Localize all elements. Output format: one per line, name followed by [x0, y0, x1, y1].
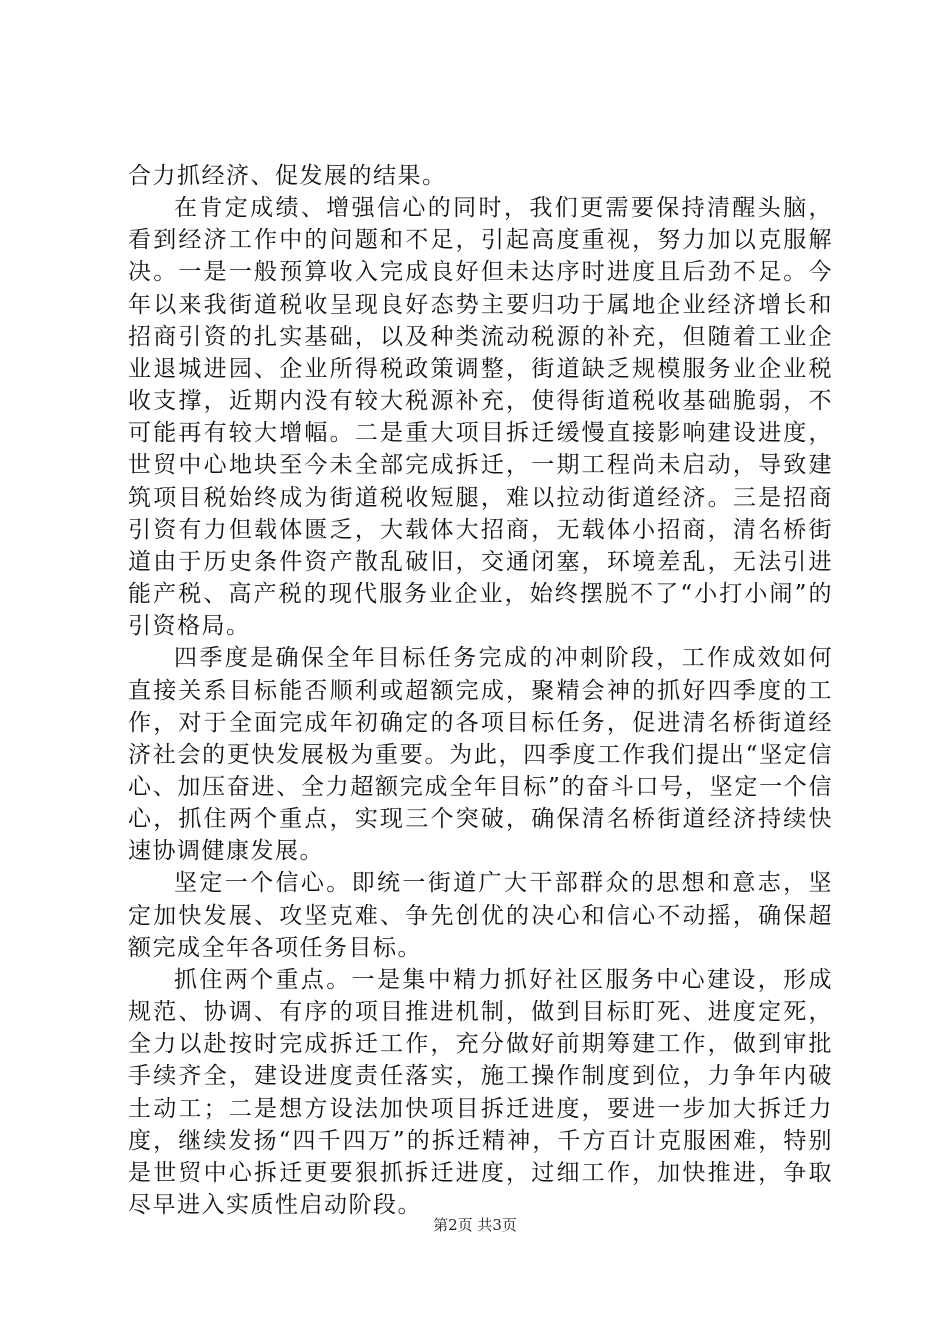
paragraph-problems: 在肯定成绩、增强信心的同时，我们更需要保持清醒头脑，看到经济工作中的问题和不足，引起高度重视，努力加以克服解决。一是一般预算收入完成良好但未达序时进度且后劲不足。今年以来我街道税收呈现良好态势主要归功于属地企业经济增长和招商引资的扎实基础，以及种类流动税源的补充，但随着工业企业退城进园、企业所得税政策调整，街道缺乏规模服务业企业税收支撑，近期内没有较大税源补充，使得街道税收基础脆弱，不可能再有较大增幅。二是重大项目拆迁缓慢直接影响建设进度，世贸中心地块至今未全部完成拆迁，一期工程尚未启动，导致建筑项目税始终成为街道税收短腿，难以拉动街道经济。三是招商引资有力但载体匮乏，大载体大招商，无载体小招商，清名桥街道由于历史条件资产散乱破旧，交通闭塞，环境差乱，无法引进能产税、高产税的现代服务业企业，始终摆脱不了“小打小闹”的引资格局。: [128, 195, 833, 640]
paragraph-continuation: 合力抓经济、促发展的结果。: [128, 163, 447, 189]
document-body: [128, 160, 833, 1221]
paragraph-fourth-quarter: 四季度是确保全年目标任务完成的冲刺阶段，工作成效如何直接关系目标能否顺利或超额完成，聚精会神的抓好四季度的工作，对于全面完成年初确定的各项目标任务，促进清名桥街道经济社会的更快发展极为重要。为此，四季度工作我们提出“坚定信心、加压奋进、全力超额完成全年目标”的奋斗口号，坚定一个信心，抓住两个重点，实现三个突破，确保清名桥街道经济持续快速协调健康发展。: [128, 645, 833, 865]
paragraph-two-priorities: 抓住两个重点。一是集中精力抓好社区服务中心建设，形成规范、协调、有序的项目推进机制，做到目标盯死、进度定死，全力以赴按时完成拆迁工作，充分做好前期筹建工作，做到审批手续齐全，建设进度责任落实，施工操作制度到位，力争年内破土动工；二是想方设法加快项目拆迁进度，要进一步加大拆迁力度，继续发扬“四千四万”的拆迁精神，千方百计克服困难，特别是世贸中心拆迁更要狠抓拆迁进度，过细工作，加快推进，争取尽早进入实质性启动阶段。: [128, 966, 833, 1218]
paragraph-one-confidence: 坚定一个信心。即统一街道广大干部群众的思想和意志，坚定加快发展、攻坚克难、争先创优的决心和信心不动摇，确保超额完成全年各项任务目标。: [128, 870, 833, 961]
page-number-footer: 第2页 共3页: [433, 1216, 517, 1234]
